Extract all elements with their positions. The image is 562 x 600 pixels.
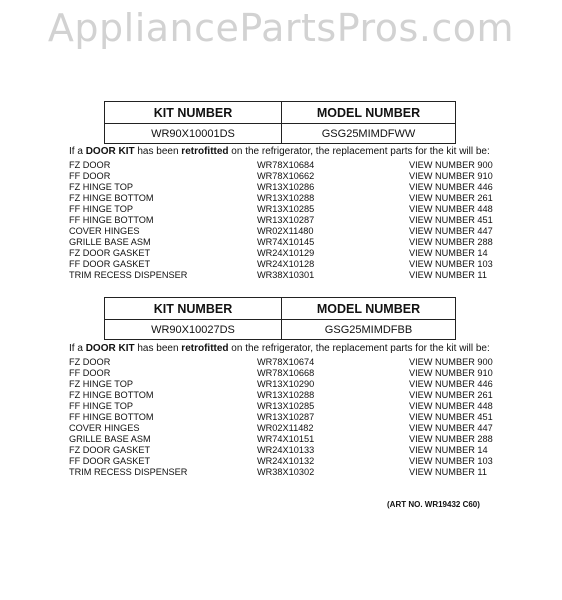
part-row bbox=[69, 379, 539, 390]
part-row bbox=[69, 412, 539, 423]
part-number: WR13X10288 bbox=[257, 193, 315, 203]
view-number: VIEW NUMBER 910 bbox=[409, 171, 493, 181]
view-number: VIEW NUMBER 103 bbox=[409, 259, 493, 269]
part-row bbox=[69, 215, 539, 226]
part-number: WR78X10662 bbox=[257, 171, 315, 181]
part-description: GRILLE BASE ASM bbox=[69, 434, 151, 444]
part-row bbox=[69, 248, 539, 259]
view-number: VIEW NUMBER 900 bbox=[409, 357, 493, 367]
part-row bbox=[69, 390, 539, 401]
part-number: WR78X10668 bbox=[257, 368, 315, 378]
part-number: WR78X10684 bbox=[257, 160, 315, 170]
art-number: (ART NO. WR19432 C60) bbox=[387, 500, 480, 509]
intro-text-2: If a DOOR KIT has been retrofitted on the refrigerator, the replacement parts for the kit will be: bbox=[69, 343, 490, 354]
view-number: VIEW NUMBER 288 bbox=[409, 237, 493, 247]
part-description: FF DOOR bbox=[69, 368, 111, 378]
part-description: FZ DOOR GASKET bbox=[69, 445, 151, 455]
intro-text-1: If a DOOR KIT has been retrofitted on the refrigerator, the replacement parts for the kit will be: bbox=[69, 146, 490, 157]
part-description: FZ HINGE TOP bbox=[69, 379, 133, 389]
part-row bbox=[69, 193, 539, 204]
part-number: WR24X10133 bbox=[257, 445, 315, 455]
part-number: WR13X10287 bbox=[257, 412, 315, 422]
part-number: WR13X10290 bbox=[257, 379, 315, 389]
part-row bbox=[69, 270, 539, 281]
view-number: VIEW NUMBER 451 bbox=[409, 412, 493, 422]
view-number: VIEW NUMBER 446 bbox=[409, 182, 493, 192]
part-description: FF HINGE TOP bbox=[69, 401, 133, 411]
part-number: WR24X10132 bbox=[257, 456, 315, 466]
part-row bbox=[69, 204, 539, 215]
part-number: WR13X10287 bbox=[257, 215, 315, 225]
view-number: VIEW NUMBER 11 bbox=[409, 270, 487, 280]
kit-number-value: WR90X10027DS bbox=[105, 320, 282, 340]
kit-number-header: KIT NUMBER bbox=[105, 298, 282, 320]
part-row bbox=[69, 456, 539, 467]
part-row bbox=[69, 182, 539, 193]
part-description: FZ DOOR GASKET bbox=[69, 248, 151, 258]
part-number: WR38X10301 bbox=[257, 270, 315, 280]
part-description: FZ DOOR bbox=[69, 357, 111, 367]
view-number: VIEW NUMBER 261 bbox=[409, 390, 493, 400]
view-number: VIEW NUMBER 103 bbox=[409, 456, 493, 466]
part-row bbox=[69, 368, 539, 379]
part-description: GRILLE BASE ASM bbox=[69, 237, 151, 247]
part-number: WR78X10674 bbox=[257, 357, 315, 367]
view-number: VIEW NUMBER 448 bbox=[409, 204, 493, 214]
part-description: FF DOOR bbox=[69, 171, 111, 181]
view-number: VIEW NUMBER 261 bbox=[409, 193, 493, 203]
part-number: WR02X11482 bbox=[257, 423, 314, 433]
part-row bbox=[69, 357, 539, 368]
part-row bbox=[69, 259, 539, 270]
parts-list-2 bbox=[69, 357, 539, 478]
model-number-header: MODEL NUMBER bbox=[282, 102, 456, 124]
part-number: WR13X10286 bbox=[257, 182, 315, 192]
part-description: TRIM RECESS DISPENSER bbox=[69, 467, 188, 477]
parts-list-1 bbox=[69, 160, 539, 281]
watermark-logo: AppliancePartsPros.com bbox=[47, 6, 515, 50]
part-description: FZ HINGE TOP bbox=[69, 182, 133, 192]
part-description: FF HINGE BOTTOM bbox=[69, 412, 154, 422]
part-number: WR74X10151 bbox=[257, 434, 315, 444]
part-row bbox=[69, 171, 539, 182]
part-description: COVER HINGES bbox=[69, 423, 140, 433]
view-number: VIEW NUMBER 448 bbox=[409, 401, 493, 411]
part-number: WR38X10302 bbox=[257, 467, 315, 477]
view-number: VIEW NUMBER 14 bbox=[409, 445, 488, 455]
part-number: WR24X10129 bbox=[257, 248, 315, 258]
kit-table-2 bbox=[104, 297, 456, 340]
part-description: FZ HINGE BOTTOM bbox=[69, 390, 154, 400]
view-number: VIEW NUMBER 447 bbox=[409, 226, 493, 236]
part-number: WR74X10145 bbox=[257, 237, 315, 247]
part-description: FF HINGE BOTTOM bbox=[69, 215, 154, 225]
part-row bbox=[69, 226, 539, 237]
model-number-value: GSG25MIMDFBB bbox=[282, 320, 456, 340]
view-number: VIEW NUMBER 11 bbox=[409, 467, 487, 477]
view-number: VIEW NUMBER 900 bbox=[409, 160, 493, 170]
part-description: FZ DOOR bbox=[69, 160, 111, 170]
part-description: FF DOOR GASKET bbox=[69, 259, 151, 269]
view-number: VIEW NUMBER 910 bbox=[409, 368, 493, 378]
part-description: FF HINGE TOP bbox=[69, 204, 133, 214]
part-row bbox=[69, 237, 539, 248]
view-number: VIEW NUMBER 288 bbox=[409, 434, 493, 444]
part-row bbox=[69, 445, 539, 456]
part-description: TRIM RECESS DISPENSER bbox=[69, 270, 188, 280]
kit-number-value: WR90X10001DS bbox=[105, 124, 282, 144]
part-row bbox=[69, 160, 539, 171]
part-row bbox=[69, 434, 539, 445]
part-description: FZ HINGE BOTTOM bbox=[69, 193, 154, 203]
kit-table-1 bbox=[104, 101, 456, 144]
part-row bbox=[69, 467, 539, 478]
part-row bbox=[69, 423, 539, 434]
view-number: VIEW NUMBER 451 bbox=[409, 215, 493, 225]
part-number: WR13X10288 bbox=[257, 390, 315, 400]
model-number-value: GSG25MIMDFWW bbox=[282, 124, 456, 144]
kit-number-header: KIT NUMBER bbox=[105, 102, 282, 124]
part-row bbox=[69, 401, 539, 412]
part-number: WR13X10285 bbox=[257, 401, 315, 411]
part-number: WR02X11480 bbox=[257, 226, 314, 236]
model-number-header: MODEL NUMBER bbox=[282, 298, 456, 320]
view-number: VIEW NUMBER 14 bbox=[409, 248, 488, 258]
part-description: COVER HINGES bbox=[69, 226, 140, 236]
part-number: WR13X10285 bbox=[257, 204, 315, 214]
view-number: VIEW NUMBER 447 bbox=[409, 423, 493, 433]
view-number: VIEW NUMBER 446 bbox=[409, 379, 493, 389]
part-description: FF DOOR GASKET bbox=[69, 456, 151, 466]
part-number: WR24X10128 bbox=[257, 259, 315, 269]
